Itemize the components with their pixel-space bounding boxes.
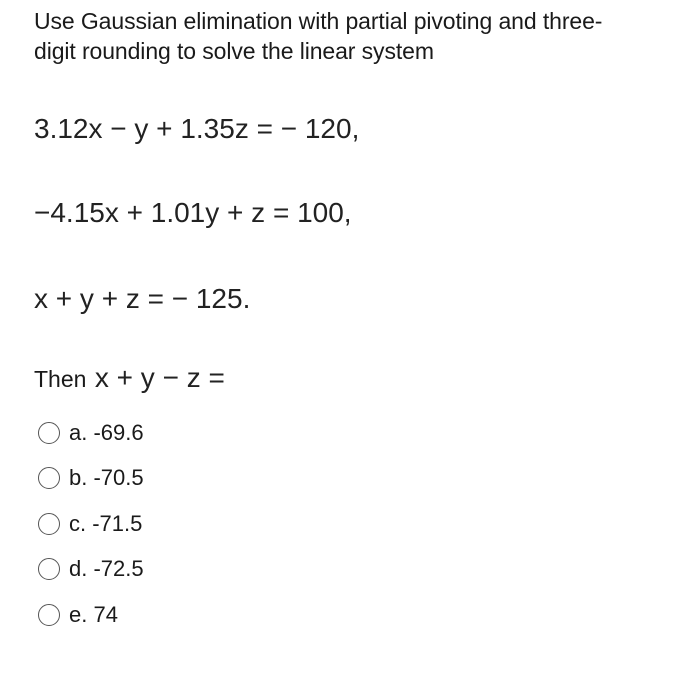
- option-d[interactable]: [38, 547, 144, 593]
- option-label: c. -71.5: [69, 510, 143, 536]
- question-text: [34, 6, 674, 66]
- equation-3: x + y + z = − 125.: [34, 283, 251, 314]
- radio-button-icon[interactable]: [38, 467, 60, 489]
- answer-options: [38, 410, 144, 638]
- option-label: d. -72.5: [69, 556, 144, 582]
- option-label: e. 74: [69, 601, 118, 627]
- then-label: Then: [34, 366, 87, 392]
- question-line-1: Use Gaussian elimination with partial pivoting and three-: [34, 8, 603, 34]
- option-label: a. -69.6: [69, 419, 144, 445]
- equation-2: −4.15x + 1.01y + z = 100,: [34, 197, 352, 228]
- option-e[interactable]: [38, 592, 144, 638]
- option-b[interactable]: [38, 456, 144, 502]
- option-c[interactable]: [38, 501, 144, 547]
- radio-button-icon[interactable]: [38, 513, 60, 535]
- question-line-2: digit rounding to solve the linear system: [34, 38, 434, 64]
- radio-button-icon[interactable]: [38, 558, 60, 580]
- equation-1: 3.12x − y + 1.35z = − 120,: [34, 113, 360, 144]
- target-expression: x + y − z =: [94, 362, 225, 393]
- radio-button-icon[interactable]: [38, 604, 60, 626]
- radio-button-icon[interactable]: [38, 422, 60, 444]
- answer-prompt: [34, 362, 225, 394]
- option-label: b. -70.5: [69, 465, 144, 491]
- option-a[interactable]: [38, 410, 144, 456]
